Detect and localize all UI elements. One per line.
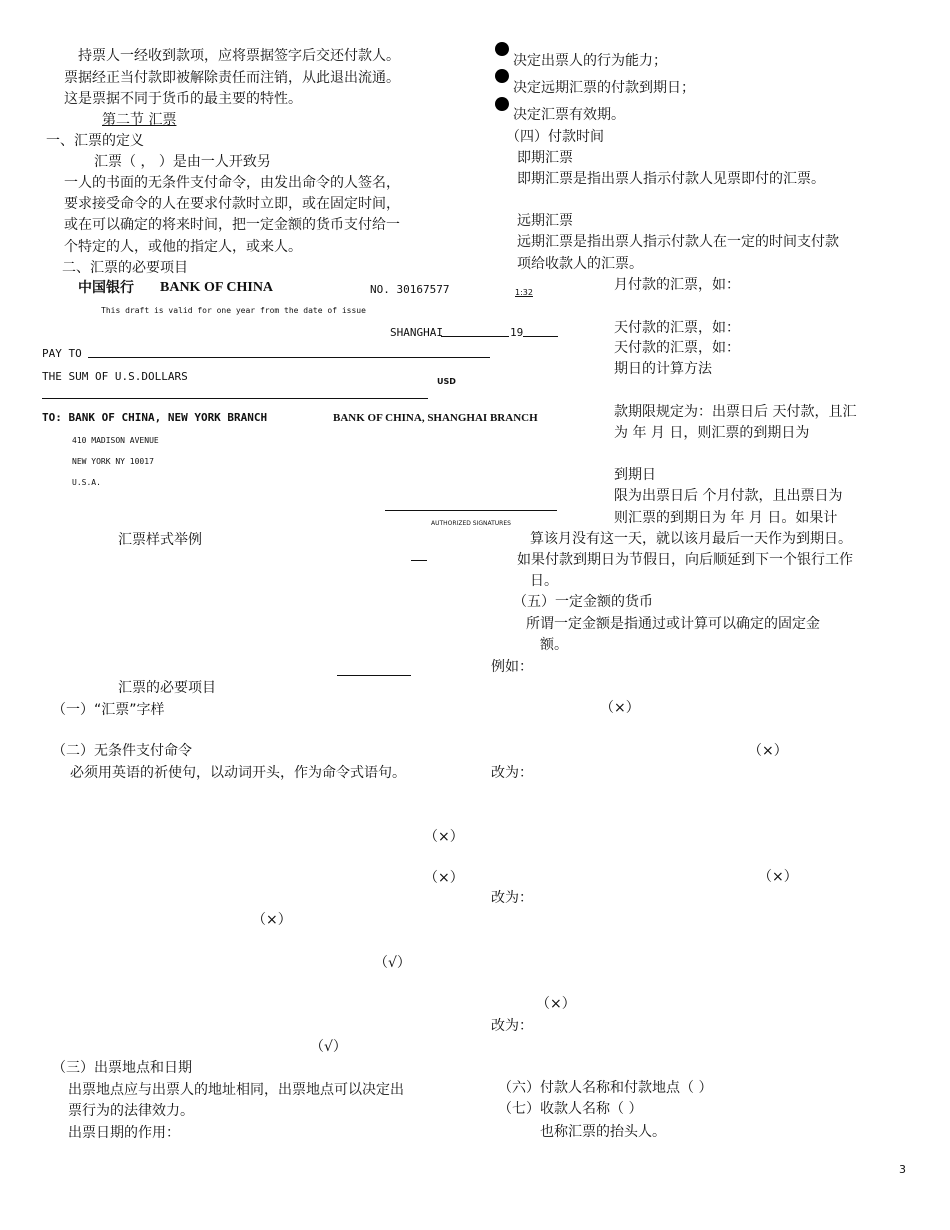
wrong-mark: （×） (536, 996, 576, 1012)
item-heading: （三）出票地点和日期 (52, 1060, 192, 1076)
para-line: 额。 (540, 637, 568, 653)
para-line: 如果付款到期日为节假日，向后顺延到下一个银行工作 (517, 552, 853, 568)
para-line: 为 年 月 日，则汇票的到期日为 (614, 425, 810, 441)
drawer-name: BANK OF CHINA, SHANGHAI BRANCH (333, 412, 538, 424)
para-line: 远期汇票是指出票人指示付款人在一定的时间支付款 (517, 234, 839, 250)
para-line: 款期限规定为：出票日后 天付款，且汇 (614, 404, 857, 420)
para-line: 汇票（ ， ）是由一人开致另 (94, 154, 271, 170)
para-line: 即期汇票是指出票人指示付款人见票即付的汇票。 (517, 171, 825, 187)
change-label: 改为： (491, 890, 533, 906)
bank-logo-cn: 中国银行 (78, 280, 134, 296)
wrong-mark: （×） (600, 700, 640, 716)
para-line: 项给收款人的汇票。 (517, 256, 643, 272)
para-line: 出票地点应与出票人的地址相同，出票地点可以决定出 (68, 1082, 404, 1098)
para-line: 算该月没有这一天，就以该月最后一天作为到期日。 (530, 531, 852, 547)
validity-note: This draft is valid for one year from the date of issue (101, 306, 366, 315)
sub-heading: 即期汇票 (517, 150, 573, 166)
para-line: 期日的计算方法 (614, 361, 712, 377)
para-line: 个特定的人，或他的指定人，或来人。 (64, 239, 302, 255)
wrong-mark: （×） (252, 912, 292, 928)
section-title: 第二节 汇票 (102, 112, 177, 128)
para-line: 票行为的法律效力。 (68, 1103, 194, 1119)
para-line: 票据经正当付款即被解除责任而注销，从此退出流通。 (64, 70, 400, 86)
bullet-icon (495, 42, 509, 56)
wrong-mark: （×） (424, 829, 464, 845)
item-heading: （五）一定金额的货币 (513, 594, 653, 610)
drawee-address: U.S.A. (72, 478, 101, 487)
item-heading: （六）付款人名称和付款地点（ ） (498, 1080, 713, 1096)
pay-to-label: PAY TO (42, 347, 82, 360)
para-line: 也称汇票的抬头人。 (540, 1124, 666, 1140)
item-heading: （一）“汇票”字样 (52, 702, 165, 718)
para-line: 月付款的汇票，如： (614, 277, 740, 293)
wrong-mark: （×） (758, 869, 798, 885)
page-number: 3 (899, 1163, 906, 1176)
bullet-icon (495, 69, 509, 83)
change-label: 改为： (491, 1018, 533, 1034)
para-line: 出票日期的作用： (68, 1125, 180, 1141)
wrong-mark: （×） (424, 870, 464, 886)
bank-logo-en: BANK OF CHINA (160, 280, 274, 295)
para-line: 一人的书面的无条件支付命令，由发出命令的人签名， (64, 175, 400, 191)
para-line: 天付款的汇票，如： (614, 340, 740, 356)
para-line: 日。 (530, 573, 558, 589)
para-line: 则汇票的到期日为 年 月 日。如果计 (614, 510, 838, 526)
figure-caption: 汇票的必要项目 (118, 680, 216, 696)
drawee-address: NEW YORK NY 10017 (72, 457, 154, 466)
example-label: 例如： (491, 659, 533, 675)
signature-label: AUTHORIZED SIGNATURES (431, 520, 511, 527)
draft-number: NO. 30167577 (370, 283, 450, 296)
figure-caption: 汇票样式举例 (118, 532, 202, 548)
right-mark: （√） (374, 955, 411, 971)
para-line: 这是票据不同于货币的最主要的特性。 (64, 91, 302, 107)
drawee-address: 410 MADISON AVENUE (72, 436, 159, 445)
sub-heading: 远期汇票 (517, 213, 573, 229)
bullet-item: 决定出票人的行为能力； (513, 53, 667, 69)
draft-code: 1:32 (515, 288, 533, 297)
para-line: 或在可以确定的将来时间，把一定金额的货币支付给一 (64, 217, 400, 233)
item-heading: （七）收款人名称（ ） (498, 1101, 643, 1117)
para-line: 持票人一经收到款项，应将票据签字后交还付款人。 (78, 48, 400, 64)
para-line: 限为出票日后 个月付款，且出票日为 (614, 488, 843, 504)
para-line: 必须用英语的祈使句，以动词开头，作为命令式语句。 (70, 765, 406, 781)
para-line: 所谓一定金额是指通过或计算可以确定的固定金 (526, 616, 820, 632)
heading: 二、汇票的必要项目 (62, 260, 188, 276)
para-line: 天付款的汇票，如： (614, 320, 740, 336)
item-heading: （二）无条件支付命令 (52, 743, 192, 759)
bullet-item: 决定远期汇票的付款到期日； (513, 80, 695, 96)
drawee-name: TO: BANK OF CHINA, NEW YORK BRANCH (42, 411, 268, 424)
bullet-item: 决定汇票有效期。 (513, 107, 625, 123)
para-line: 要求接受命令的人在要求付款时立即，或在固定时间， (64, 196, 400, 212)
currency-code: USD (437, 377, 456, 386)
bullet-icon (495, 97, 509, 111)
item-heading: （四）付款时间 (506, 129, 604, 145)
change-label: 改为： (491, 765, 533, 781)
year-prefix: 19 (510, 326, 524, 339)
para-line: 到期日 (614, 467, 656, 483)
wrong-mark: （×） (748, 743, 788, 759)
heading: 一、汇票的定义 (46, 133, 144, 149)
sum-label: THE SUM OF U.S.DOLLARS (42, 370, 188, 383)
right-mark: （√） (310, 1039, 347, 1055)
issue-city: SHANGHAI (390, 326, 443, 339)
